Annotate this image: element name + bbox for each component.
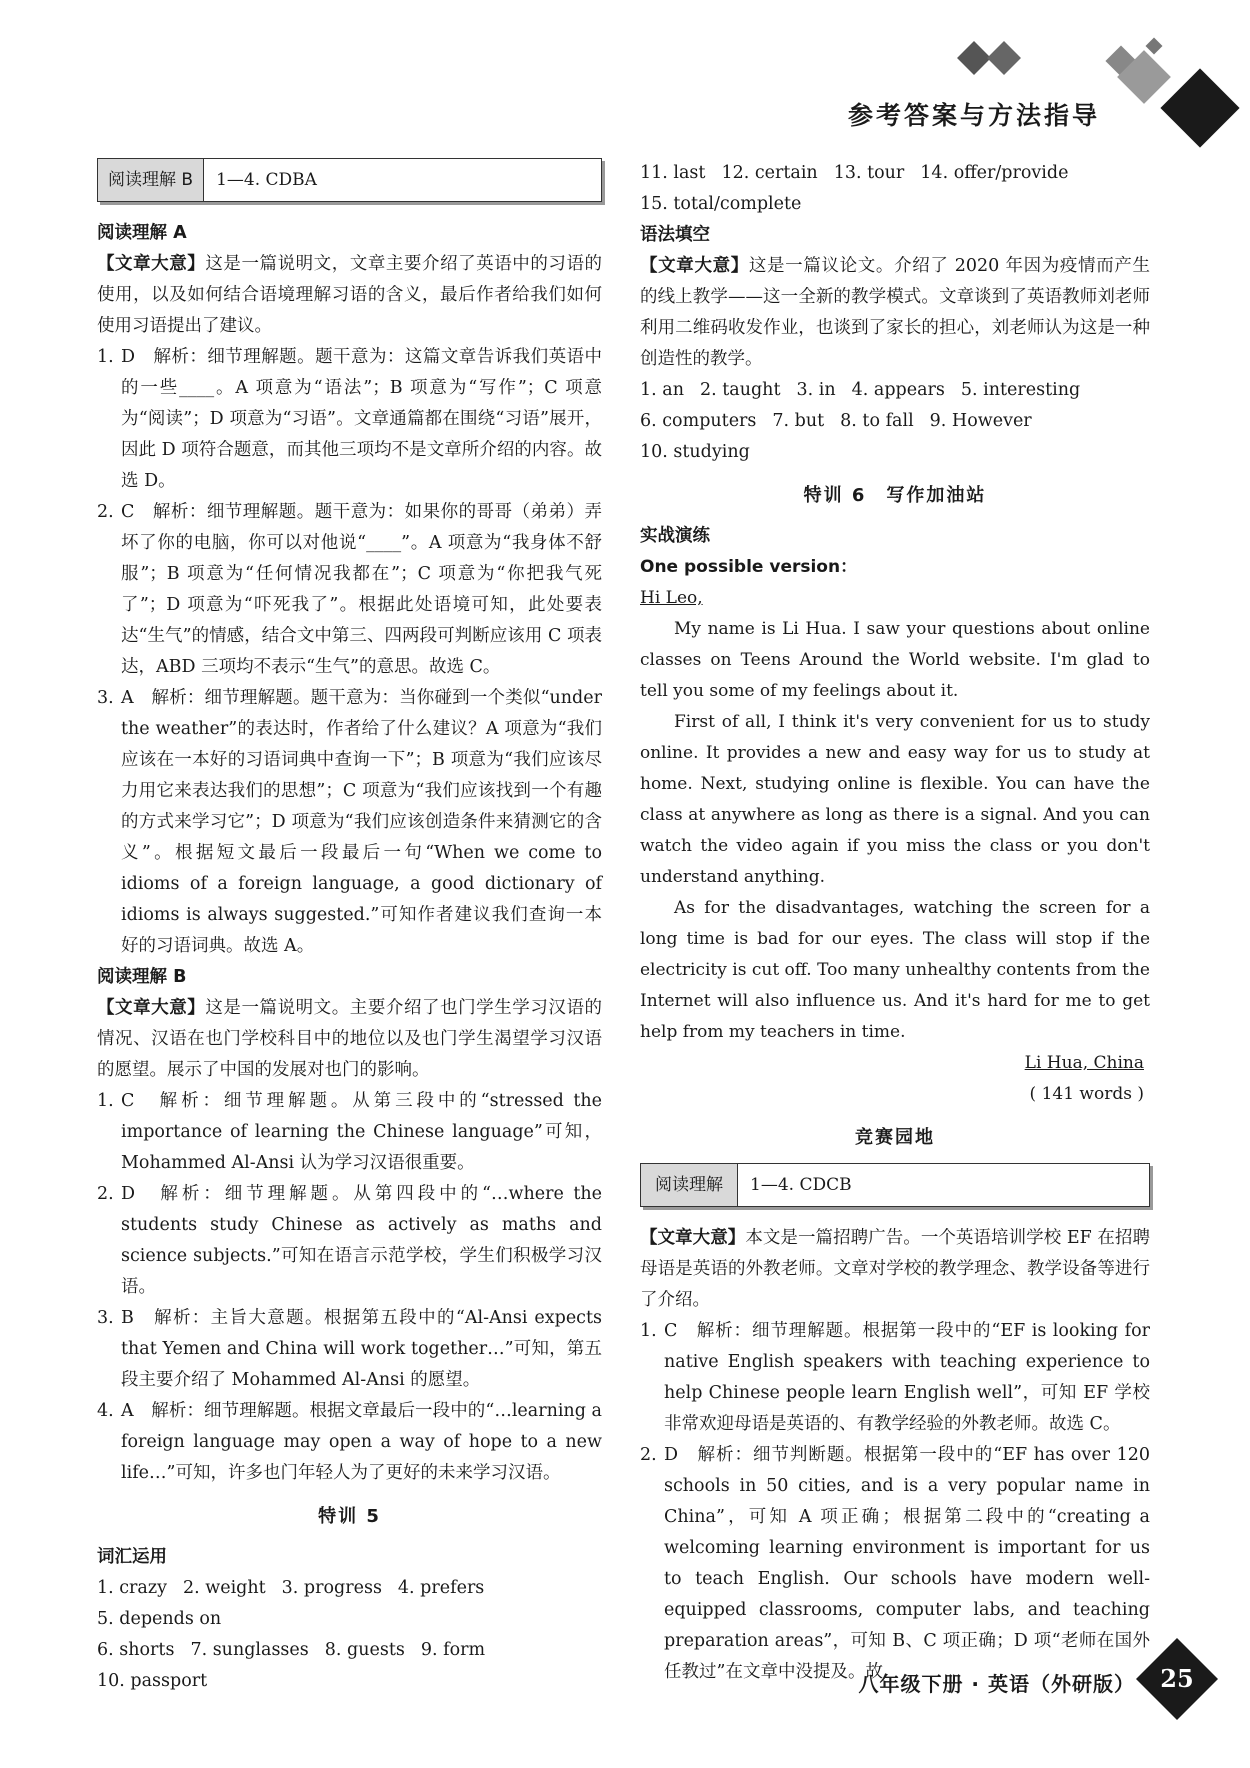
answer-box-reading-b xyxy=(97,158,602,202)
essay-paragraph: As for the disadvantages, watching the screen for a long time is bad for our eyes. The class will stop if the electricity is cut off. Too many unhealthy contents from the Internet will also influence us. And it's hard for me to get help from my teachers in time. xyxy=(640,898,1150,1042)
answer-item: 2. D 解析：细节理解题。从第四段中的“…where the students study Chinese as actively as maths and science subjects.”可知在语言示范学校，学生们积极学习汉语。 xyxy=(97,1184,602,1297)
essay-signature: Li Hua, China xyxy=(1024,1053,1144,1073)
page-number-badge xyxy=(1136,1638,1218,1720)
essay-greeting: Hi Leo, xyxy=(640,588,703,608)
version-label: One possible version： xyxy=(640,557,858,577)
answer-row: 1. crazy 2. weight 3. progress 4. prefers 5. depends on xyxy=(97,1578,485,1629)
answer-row: 1. an 2. taught 3. in 4. appears 5. interesting xyxy=(640,380,1081,400)
essay-paragraph: My name is Li Hua. I saw your questions about online classes on Teens Around the World website. I'm glad to tell you some of my feelings about it. xyxy=(640,619,1150,701)
summary-reading-a: 【文章大意】这是一篇说明文，文章主要介绍了英语中的习语的使用，以及如何结合语境理解习语的含义，最后作者给我们如何使用习语提出了建议。 xyxy=(97,254,603,336)
section-title-training-5: 特训 5 xyxy=(318,1506,381,1527)
answer-row: 11. last 12. certain 13. tour 14. offer/provide xyxy=(640,163,1069,183)
footer-book-title: 八年级下册 · 英语（外研版） xyxy=(858,1672,1135,1696)
answer-item: 2. C 解析：细节理解题。题干意为：如果你的哥哥（弟弟）弄坏了你的电脑，你可以对他说“____”。A 项意为“我身体不舒服”；B 项意为“任何情况我都在”；C 项意为“你把我气死了”；D 项意为“吓死我了”。根据此处语境可知，此处要表达“生气”的情感，结合文中第三、四两段可判断应该用 C 项表达，ABD 三项均不表示“生气”的意思。故选 C。 xyxy=(97,502,602,677)
answer-item: 4. A 解析：细节理解题。根据文章最后一段中的“…learning a foreign language may open a way of hope to a new life…”可知，许多也门年轻人为了更好的未来学习汉语。 xyxy=(97,1401,602,1483)
section-title-training-6: 特训 6 写作加油站 xyxy=(803,485,987,506)
summary-contest: 【文章大意】本文是一篇招聘广告。一个英语培训学校 EF 在招聘母语是英语的外教老师。文章对学校的教学理念、教学设备等进行了介绍。 xyxy=(640,1228,1150,1310)
sample-essay xyxy=(640,552,1150,1110)
answer-row: 6. computers 7. but 8. to fall 9. However 10. studying xyxy=(640,411,1032,462)
decor-diamond xyxy=(957,41,991,75)
answer-box-tag: 阅读理解 B xyxy=(98,159,204,201)
right-column xyxy=(640,158,1150,1688)
section-title-contest: 竞赛园地 xyxy=(855,1127,935,1148)
answer-row: 15. total/complete xyxy=(640,194,802,214)
answer-item: 1. C 解析：细节理解题。从第三段中的“stressed the importance of learning the Chinese language”可知，Mohammed Al-Ansi 认为学习汉语很重要。 xyxy=(97,1091,602,1173)
section-title-practice: 实战演练 xyxy=(640,526,710,546)
answer-item: 3. A 解析：细节理解题。题干意为：当你碰到一个类似“under the weather”的表达时，作者给了什么建议？A 项意为“我们应该在一本好的习语词典中查询一下”；B 项意为“我们应该尽力用它来表达我们的思想”；C 项意为“我们应该找到一个有趣的方式来学习它”；D 项意为“我们应该创造条件来猜测它的含义”。根据短文最后一段最后一句“When we come to idioms of a foreign language, a good dictionary of idioms is always suggested.”可知作者建议我们查询一本好的习语词典。故选 A。 xyxy=(97,688,602,956)
essay-word-count: ( 141 words ) xyxy=(1029,1084,1144,1104)
answer-item: 1. D 解析：细节理解题。题干意为：这篇文章告诉我们英语中的一些____。A 项意为“语法”；B 项意为“写作”；C 项意为“阅读”；D 项意为“习语”。文章通篇都在围绕“习语”展开，因此 D 项符合题意，而其他三项均不是文章所介绍的内容。故选 D。 xyxy=(97,347,602,491)
section-title-grammar: 语法填空 xyxy=(640,225,710,245)
answer-box-value: 1—4. CDCB xyxy=(750,1174,852,1195)
section-title-vocab: 词汇运用 xyxy=(97,1547,167,1567)
answer-box-value: 1—4. CDBA xyxy=(216,169,317,190)
section-title-reading-a: 阅读理解 A xyxy=(97,223,187,243)
essay-paragraph: First of all, I think it's very convenient for us to study online. It provides a new and easy way for us to study at home. Next, studying online is flexible. You can have the class at anywhere as long as there is a signal. And you can watch the video again if you miss the class or you don't understand anything. xyxy=(640,712,1150,887)
decor-diamond xyxy=(987,41,1021,75)
decor-diamond xyxy=(1160,68,1239,147)
summary-reading-b: 【文章大意】这是一篇说明文。主要介绍了也门学生学习汉语的情况、汉语在也门学校科目中的地位以及也门学生渴望学习汉语的愿望。展示了中国的发展对也门的影响。 xyxy=(97,998,603,1080)
section-title-reading-b: 阅读理解 B xyxy=(97,967,187,987)
left-column xyxy=(97,158,602,1697)
summary-grammar: 【文章大意】这是一篇议论文。介绍了 2020 年因为疫情而产生的线上教学——这一全新的教学模式。文章谈到了英语教师刘老师利用二维码收发作业，也谈到了家长的担心，刘老师认为这是一种创造性的教学。 xyxy=(640,256,1150,369)
answer-box-contest xyxy=(640,1163,1150,1207)
answer-item: 1. C 解析：细节理解题。根据第一段中的“EF is looking for native English speakers with teaching experience to help Chinese people learn English well”，可知 EF 学校非常欢迎母语是英语的、有教学经验的外教老师。故选 C。 xyxy=(640,1321,1150,1434)
header-title: 参考答案与方法指导 xyxy=(847,101,1100,130)
answer-box-tag: 阅读理解 xyxy=(641,1164,738,1206)
answer-item: 3. B 解析：主旨大意题。根据第五段中的“Al-Ansi expects that Yemen and China will work together…”可知，第五段主要介绍了 Mohammed Al-Ansi 的愿望。 xyxy=(97,1308,602,1390)
page-number: 25 xyxy=(1160,1664,1194,1693)
answer-row: 6. shorts 7. sunglasses 8. guests 9. form 10. passport xyxy=(97,1640,486,1691)
decor-diamond xyxy=(1146,38,1163,55)
answer-item: 2. D 解析：细节判断题。根据第一段中的“EF has over 120 schools in 50 cities, and is a very popular name in China”，可知 A 项正确；根据第二段中的“creating a welcoming learning environment is important for us to teach English. Our schools have modern well-equipped classrooms, computer labs, and teaching preparation areas”，可知 B、C 项正确；D 项“老师在国外任教过”在文章中没提及。故 xyxy=(640,1445,1150,1682)
